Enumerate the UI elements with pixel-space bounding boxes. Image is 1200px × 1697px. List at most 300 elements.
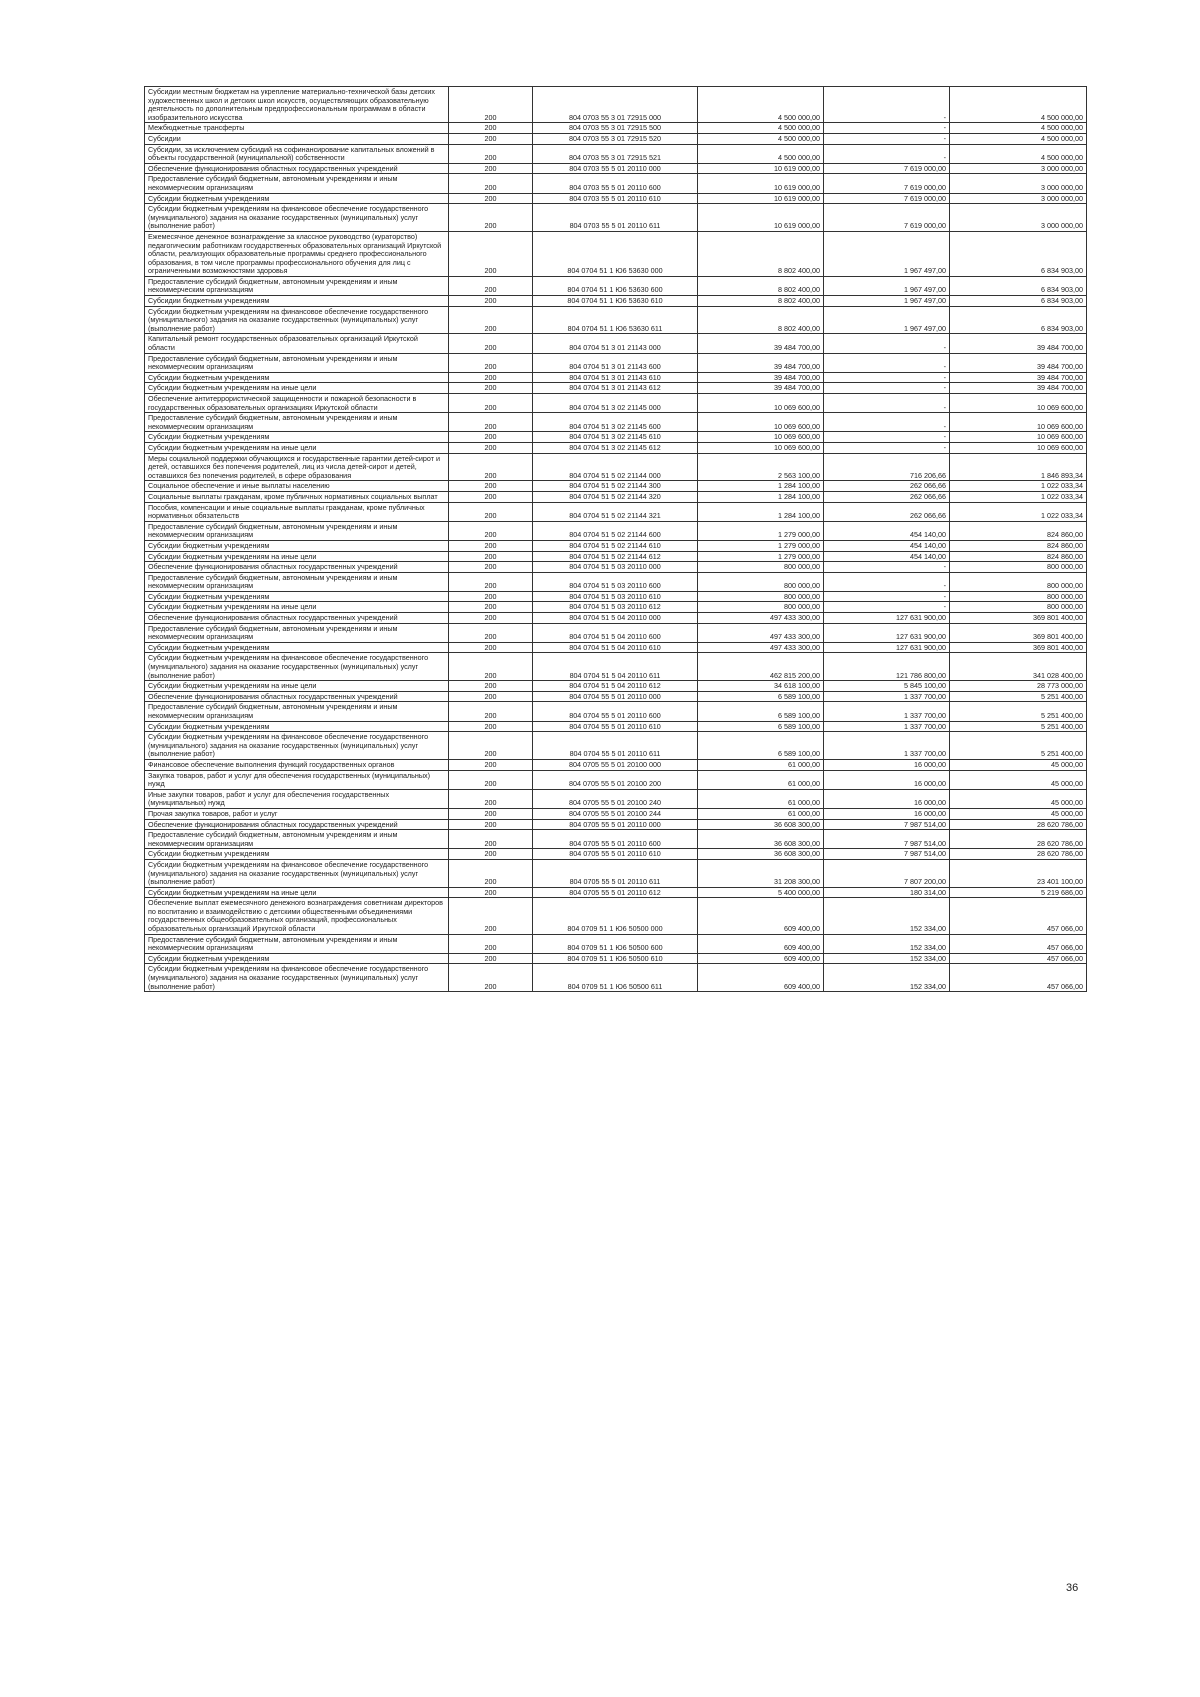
row-kbk: 804 0704 51 5 04 20110 612 [533, 681, 698, 692]
row-remaining-value: 369 801 400,00 [950, 613, 1087, 624]
row-name: Социальные выплаты гражданам, кроме публичных нормативных социальных выплат [145, 491, 449, 502]
row-code: 200 [449, 174, 533, 193]
row-kbk: 804 0703 55 5 01 20110 000 [533, 163, 698, 174]
row-assigned-value: 10 069 600,00 [698, 413, 824, 432]
row-executed-value: 262 066,66 [824, 502, 950, 521]
table-row [145, 789, 1087, 808]
row-executed-value: 7 987 514,00 [824, 830, 950, 849]
table-row [145, 591, 1087, 602]
row-assigned-value: 5 400 000,00 [698, 887, 824, 898]
row-name: Субсидии бюджетным учреждениям на иные цели [145, 383, 449, 394]
row-assigned-value: 497 433 300,00 [698, 613, 824, 624]
row-executed-value: - [824, 123, 950, 134]
row-kbk: 804 0704 51 5 02 21144 610 [533, 540, 698, 551]
row-kbk: 804 0704 51 5 02 21144 000 [533, 453, 698, 481]
table-row [145, 691, 1087, 702]
row-assigned-value: 8 802 400,00 [698, 296, 824, 307]
row-remaining-value: 28 773 000,00 [950, 681, 1087, 692]
row-assigned-value: 2 563 100,00 [698, 453, 824, 481]
row-name: Капитальный ремонт государственных образовательных организаций Иркутской области [145, 334, 449, 353]
table-row [145, 808, 1087, 819]
row-remaining-value: 28 620 786,00 [950, 849, 1087, 860]
row-kbk: 804 0704 51 3 02 21145 600 [533, 413, 698, 432]
row-name: Обеспечение функционирования областных государственных учреждений [145, 613, 449, 624]
row-remaining-value: 10 069 600,00 [950, 442, 1087, 453]
row-executed-value: - [824, 413, 950, 432]
row-remaining-value: 824 860,00 [950, 521, 1087, 540]
row-executed-value: 1 337 700,00 [824, 691, 950, 702]
row-assigned-value: 6 589 100,00 [698, 732, 824, 760]
row-assigned-value: 36 608 300,00 [698, 849, 824, 860]
row-name: Ежемесячное денежное вознаграждение за классное руководство (кураторство) педагогическим работникам государственных образовательных организаций Иркутской области, реализующих образовательные программы среднего профессионального образования, в том числе программы профессионального обучения для лиц с ограниченными возможностями здоровья [145, 231, 449, 276]
row-kbk: 804 0705 55 5 01 20100 200 [533, 770, 698, 789]
row-name: Пособия, компенсации и иные социальные выплаты гражданам, кроме публичных нормативных обязательств [145, 502, 449, 521]
row-name: Субсидии бюджетным учреждениям на финансовое обеспечение государственного (муниципального) задания на оказание государственных (муниципальных) услуг (выполнение работ) [145, 964, 449, 992]
row-kbk: 804 0704 51 5 02 21144 612 [533, 551, 698, 562]
row-assigned-value: 10 619 000,00 [698, 204, 824, 232]
table-row [145, 163, 1087, 174]
row-assigned-value: 4 500 000,00 [698, 87, 824, 123]
table-row [145, 334, 1087, 353]
row-remaining-value: 10 069 600,00 [950, 413, 1087, 432]
row-code: 200 [449, 602, 533, 613]
row-assigned-value: 61 000,00 [698, 759, 824, 770]
row-executed-value: 121 786 800,00 [824, 653, 950, 681]
row-kbk: 804 0705 55 5 01 20110 610 [533, 849, 698, 860]
row-code: 200 [449, 887, 533, 898]
table-row [145, 642, 1087, 653]
row-name: Предоставление субсидий бюджетным, автономным учреждениям и иным некоммерческим организациям [145, 521, 449, 540]
row-assigned-value: 6 589 100,00 [698, 691, 824, 702]
row-executed-value: 180 314,00 [824, 887, 950, 898]
row-code: 200 [449, 193, 533, 204]
row-code: 200 [449, 591, 533, 602]
row-remaining-value: 341 028 400,00 [950, 653, 1087, 681]
row-executed-value: 127 631 900,00 [824, 613, 950, 624]
row-executed-value: 16 000,00 [824, 759, 950, 770]
row-remaining-value: 39 484 700,00 [950, 353, 1087, 372]
row-code: 200 [449, 681, 533, 692]
row-remaining-value: 45 000,00 [950, 770, 1087, 789]
row-code: 200 [449, 819, 533, 830]
row-executed-value: - [824, 87, 950, 123]
row-assigned-value: 61 000,00 [698, 789, 824, 808]
row-name: Субсидии бюджетным учреждениям на иные цели [145, 887, 449, 898]
row-name: Субсидии бюджетным учреждениям [145, 193, 449, 204]
row-kbk: 804 0704 51 3 01 21143 612 [533, 383, 698, 394]
row-kbk: 804 0704 51 5 02 21144 321 [533, 502, 698, 521]
row-name: Субсидии бюджетным учреждениям на финансовое обеспечение государственного (муниципального) задания на оказание государственных (муниципальных) услуг (выполнение работ) [145, 306, 449, 334]
row-name: Субсидии бюджетным учреждениям на иные цели [145, 442, 449, 453]
row-remaining-value: 800 000,00 [950, 591, 1087, 602]
row-kbk: 804 0704 51 5 03 20110 610 [533, 591, 698, 602]
table-row [145, 193, 1087, 204]
table-row [145, 204, 1087, 232]
row-name: Субсидии бюджетным учреждениям [145, 953, 449, 964]
row-remaining-value: 5 251 400,00 [950, 721, 1087, 732]
row-code: 200 [449, 144, 533, 163]
row-name: Предоставление субсидий бюджетным, автономным учреждениям и иным некоммерческим организациям [145, 830, 449, 849]
row-code: 200 [449, 123, 533, 134]
row-kbk: 804 0709 51 1 Ю6 50500 600 [533, 934, 698, 953]
row-remaining-value: 6 834 903,00 [950, 276, 1087, 295]
row-code: 200 [449, 133, 533, 144]
table-row [145, 372, 1087, 383]
row-assigned-value: 800 000,00 [698, 562, 824, 573]
row-executed-value: - [824, 394, 950, 413]
report-sheet [144, 86, 1086, 992]
row-assigned-value: 4 500 000,00 [698, 123, 824, 134]
row-kbk: 804 0704 51 5 02 21144 600 [533, 521, 698, 540]
row-assigned-value: 609 400,00 [698, 934, 824, 953]
row-executed-value: 262 066,66 [824, 491, 950, 502]
row-name: Субсидии [145, 133, 449, 144]
table-row [145, 413, 1087, 432]
row-assigned-value: 8 802 400,00 [698, 276, 824, 295]
row-kbk: 804 0704 55 5 01 20110 600 [533, 702, 698, 721]
row-assigned-value: 1 284 100,00 [698, 502, 824, 521]
row-assigned-value: 6 589 100,00 [698, 721, 824, 732]
row-name: Субсидии бюджетным учреждениям [145, 372, 449, 383]
table-row [145, 432, 1087, 443]
row-kbk: 804 0704 51 3 01 21143 000 [533, 334, 698, 353]
row-code: 200 [449, 623, 533, 642]
row-remaining-value: 1 022 033,34 [950, 502, 1087, 521]
table-row [145, 491, 1087, 502]
row-kbk: 804 0704 51 3 02 21145 612 [533, 442, 698, 453]
row-executed-value: - [824, 144, 950, 163]
row-assigned-value: 10 069 600,00 [698, 394, 824, 413]
table-row [145, 123, 1087, 134]
row-assigned-value: 36 608 300,00 [698, 819, 824, 830]
table-row [145, 702, 1087, 721]
table-row [145, 721, 1087, 732]
table-row [145, 849, 1087, 860]
row-executed-value: 7 619 000,00 [824, 163, 950, 174]
row-name: Субсидии бюджетным учреждениям [145, 540, 449, 551]
row-name: Субсидии бюджетным учреждениям [145, 721, 449, 732]
table-row [145, 353, 1087, 372]
row-remaining-value: 457 066,00 [950, 898, 1087, 934]
row-remaining-value: 4 500 000,00 [950, 144, 1087, 163]
row-remaining-value: 39 484 700,00 [950, 372, 1087, 383]
row-executed-value: 152 334,00 [824, 934, 950, 953]
table-row [145, 623, 1087, 642]
table-row [145, 653, 1087, 681]
row-remaining-value: 824 860,00 [950, 540, 1087, 551]
row-name: Субсидии бюджетным учреждениям на финансовое обеспечение государственного (муниципального) задания на оказание государственных (муниципальных) услуг (выполнение работ) [145, 204, 449, 232]
row-remaining-value: 369 801 400,00 [950, 623, 1087, 642]
row-kbk: 804 0704 51 3 01 21143 600 [533, 353, 698, 372]
table-row [145, 521, 1087, 540]
row-name: Субсидии бюджетным учреждениям на финансовое обеспечение государственного (муниципального) задания на оказание государственных (муниципальных) услуг (выполнение работ) [145, 859, 449, 887]
row-code: 200 [449, 953, 533, 964]
row-assigned-value: 10 069 600,00 [698, 432, 824, 443]
row-executed-value: 7 619 000,00 [824, 174, 950, 193]
row-executed-value: 16 000,00 [824, 808, 950, 819]
row-executed-value: 7 619 000,00 [824, 204, 950, 232]
row-name: Иные закупки товаров, работ и услуг для обеспечения государственных (муниципальных) нужд [145, 789, 449, 808]
row-code: 200 [449, 934, 533, 953]
row-remaining-value: 5 219 686,00 [950, 887, 1087, 898]
row-remaining-value: 39 484 700,00 [950, 334, 1087, 353]
row-assigned-value: 497 433 300,00 [698, 623, 824, 642]
row-name: Межбюджетные трансферты [145, 123, 449, 134]
table-row [145, 572, 1087, 591]
row-executed-value: - [824, 562, 950, 573]
row-code: 200 [449, 653, 533, 681]
row-kbk: 804 0704 51 3 01 21143 610 [533, 372, 698, 383]
row-assigned-value: 6 589 100,00 [698, 702, 824, 721]
row-executed-value: 716 206,66 [824, 453, 950, 481]
row-remaining-value: 23 401 100,00 [950, 859, 1087, 887]
row-name: Обеспечение антитеррористической защищенности и пожарной безопасности в государственных образовательных организациях Иркутской области [145, 394, 449, 413]
row-code: 200 [449, 481, 533, 492]
row-code: 200 [449, 732, 533, 760]
row-executed-value: - [824, 133, 950, 144]
row-executed-value: 7 807 200,00 [824, 859, 950, 887]
row-kbk: 804 0704 51 1 Ю6 53630 611 [533, 306, 698, 334]
row-assigned-value: 34 618 100,00 [698, 681, 824, 692]
row-kbk: 804 0709 51 1 Ю6 50500 611 [533, 964, 698, 992]
row-assigned-value: 61 000,00 [698, 770, 824, 789]
row-name: Субсидии бюджетным учреждениям [145, 432, 449, 443]
row-executed-value: 127 631 900,00 [824, 642, 950, 653]
row-code: 200 [449, 353, 533, 372]
row-remaining-value: 1 022 033,34 [950, 481, 1087, 492]
row-assigned-value: 10 619 000,00 [698, 193, 824, 204]
row-name: Субсидии бюджетным учреждениям на финансовое обеспечение государственного (муниципального) задания на оказание государственных (муниципальных) услуг (выполнение работ) [145, 653, 449, 681]
row-kbk: 804 0705 55 5 01 20110 000 [533, 819, 698, 830]
row-executed-value: 7 987 514,00 [824, 849, 950, 860]
row-executed-value: 454 140,00 [824, 551, 950, 562]
row-remaining-value: 1 022 033,34 [950, 491, 1087, 502]
row-executed-value: 1 337 700,00 [824, 721, 950, 732]
row-assigned-value: 39 484 700,00 [698, 383, 824, 394]
row-name: Обеспечение функционирования областных государственных учреждений [145, 691, 449, 702]
row-remaining-value: 3 000 000,00 [950, 163, 1087, 174]
row-kbk: 804 0704 55 5 01 20110 611 [533, 732, 698, 760]
row-remaining-value: 457 066,00 [950, 934, 1087, 953]
row-executed-value: - [824, 432, 950, 443]
row-remaining-value: 10 069 600,00 [950, 394, 1087, 413]
table-row [145, 383, 1087, 394]
row-kbk: 804 0705 55 5 01 20110 600 [533, 830, 698, 849]
row-executed-value: 16 000,00 [824, 770, 950, 789]
row-remaining-value: 45 000,00 [950, 759, 1087, 770]
table-row [145, 442, 1087, 453]
row-kbk: 804 0704 51 5 03 20110 612 [533, 602, 698, 613]
row-remaining-value: 4 500 000,00 [950, 123, 1087, 134]
row-code: 200 [449, 413, 533, 432]
table-row [145, 859, 1087, 887]
table-row [145, 306, 1087, 334]
row-kbk: 804 0705 55 5 01 20100 240 [533, 789, 698, 808]
row-executed-value: 5 845 100,00 [824, 681, 950, 692]
row-assigned-value: 1 279 000,00 [698, 540, 824, 551]
table-row [145, 602, 1087, 613]
table-row [145, 681, 1087, 692]
row-name: Прочая закупка товаров, работ и услуг [145, 808, 449, 819]
row-code: 200 [449, 521, 533, 540]
row-kbk: 804 0704 55 5 01 20110 000 [533, 691, 698, 702]
row-code: 200 [449, 453, 533, 481]
row-assigned-value: 1 279 000,00 [698, 521, 824, 540]
row-code: 200 [449, 491, 533, 502]
table-row [145, 231, 1087, 276]
row-remaining-value: 45 000,00 [950, 808, 1087, 819]
row-kbk: 804 0704 51 3 02 21145 000 [533, 394, 698, 413]
row-assigned-value: 39 484 700,00 [698, 334, 824, 353]
row-kbk: 804 0705 55 5 01 20100 244 [533, 808, 698, 819]
row-assigned-value: 36 608 300,00 [698, 830, 824, 849]
row-executed-value: 152 334,00 [824, 898, 950, 934]
row-assigned-value: 462 815 200,00 [698, 653, 824, 681]
row-code: 200 [449, 613, 533, 624]
row-code: 200 [449, 702, 533, 721]
table-row [145, 562, 1087, 573]
table-row [145, 551, 1087, 562]
row-executed-value: - [824, 572, 950, 591]
row-name: Субсидии бюджетным учреждениям [145, 849, 449, 860]
row-code: 200 [449, 964, 533, 992]
row-assigned-value: 10 069 600,00 [698, 442, 824, 453]
row-kbk: 804 0704 51 5 04 20110 600 [533, 623, 698, 642]
row-executed-value: - [824, 334, 950, 353]
row-executed-value: - [824, 383, 950, 394]
row-kbk: 804 0704 51 3 02 21145 610 [533, 432, 698, 443]
row-executed-value: - [824, 353, 950, 372]
row-executed-value: 454 140,00 [824, 521, 950, 540]
row-code: 200 [449, 540, 533, 551]
table-row [145, 887, 1087, 898]
row-name: Субсидии бюджетным учреждениям [145, 296, 449, 307]
row-code: 200 [449, 306, 533, 334]
row-code: 200 [449, 432, 533, 443]
row-code: 200 [449, 87, 533, 123]
budget-table [144, 86, 1087, 992]
row-assigned-value: 4 500 000,00 [698, 144, 824, 163]
row-assigned-value: 61 000,00 [698, 808, 824, 819]
row-kbk: 804 0704 51 5 03 20110 600 [533, 572, 698, 591]
row-executed-value: 152 334,00 [824, 964, 950, 992]
row-name: Субсидии бюджетным учреждениям [145, 642, 449, 653]
row-code: 200 [449, 204, 533, 232]
row-assigned-value: 1 284 100,00 [698, 481, 824, 492]
row-name: Обеспечение функционирования областных государственных учреждений [145, 819, 449, 830]
row-assigned-value: 497 433 300,00 [698, 642, 824, 653]
table-row [145, 453, 1087, 481]
row-code: 200 [449, 551, 533, 562]
row-remaining-value: 10 069 600,00 [950, 432, 1087, 443]
row-name: Субсидии бюджетным учреждениям на финансовое обеспечение государственного (муниципального) задания на оказание государственных (муниципальных) услуг (выполнение работ) [145, 732, 449, 760]
row-kbk: 804 0709 51 1 Ю6 50500 000 [533, 898, 698, 934]
row-executed-value: 127 631 900,00 [824, 623, 950, 642]
row-kbk: 804 0703 55 3 01 72915 500 [533, 123, 698, 134]
row-remaining-value: 800 000,00 [950, 562, 1087, 573]
table-row [145, 759, 1087, 770]
row-kbk: 804 0703 55 5 01 20110 600 [533, 174, 698, 193]
row-remaining-value: 4 500 000,00 [950, 133, 1087, 144]
row-code: 200 [449, 334, 533, 353]
row-kbk: 804 0704 51 1 Ю6 53630 600 [533, 276, 698, 295]
row-name: Закупка товаров, работ и услуг для обеспечения государственных (муниципальных) нужд [145, 770, 449, 789]
row-code: 200 [449, 808, 533, 819]
row-name: Обеспечение функционирования областных государственных учреждений [145, 562, 449, 573]
row-name: Предоставление субсидий бюджетным, автономным учреждениям и иным некоммерческим организациям [145, 572, 449, 591]
row-executed-value: 1 967 497,00 [824, 276, 950, 295]
row-code: 200 [449, 502, 533, 521]
row-executed-value: 1 967 497,00 [824, 296, 950, 307]
row-executed-value: 152 334,00 [824, 953, 950, 964]
row-code: 200 [449, 759, 533, 770]
row-kbk: 804 0703 55 5 01 20110 610 [533, 193, 698, 204]
row-remaining-value: 39 484 700,00 [950, 383, 1087, 394]
row-remaining-value: 6 834 903,00 [950, 306, 1087, 334]
row-code: 200 [449, 383, 533, 394]
row-remaining-value: 3 000 000,00 [950, 174, 1087, 193]
row-name: Субсидии местным бюджетам на укрепление материально-технической базы детских художественных школ и детских школ искусств, осуществляющих образовательную деятельность по дополнительным предпрофессиональным программам в области изобразительного искусства [145, 87, 449, 123]
row-code: 200 [449, 859, 533, 887]
row-kbk: 804 0709 51 1 Ю6 50500 610 [533, 953, 698, 964]
row-code: 200 [449, 231, 533, 276]
table-row [145, 898, 1087, 934]
row-name: Предоставление субсидий бюджетным, автономным учреждениям и иным некоммерческим организациям [145, 623, 449, 642]
row-remaining-value: 800 000,00 [950, 572, 1087, 591]
row-remaining-value: 5 251 400,00 [950, 732, 1087, 760]
row-assigned-value: 10 619 000,00 [698, 163, 824, 174]
row-kbk: 804 0704 55 5 01 20110 610 [533, 721, 698, 732]
row-code: 200 [449, 830, 533, 849]
row-name: Предоставление субсидий бюджетным, автономным учреждениям и иным некоммерческим организациям [145, 174, 449, 193]
row-code: 200 [449, 721, 533, 732]
row-name: Обеспечение функционирования областных государственных учреждений [145, 163, 449, 174]
row-code: 200 [449, 442, 533, 453]
table-row [145, 964, 1087, 992]
table-row [145, 613, 1087, 624]
row-executed-value: 1 337 700,00 [824, 702, 950, 721]
row-executed-value: - [824, 602, 950, 613]
row-code: 200 [449, 849, 533, 860]
table-row [145, 87, 1087, 123]
row-remaining-value: 5 251 400,00 [950, 702, 1087, 721]
row-remaining-value: 457 066,00 [950, 964, 1087, 992]
row-kbk: 804 0703 55 3 01 72915 520 [533, 133, 698, 144]
row-code: 200 [449, 562, 533, 573]
row-name: Меры социальной поддержки обучающихся и государственные гарантии детей-сирот и детей, оставшихся без попечения родителей, лиц из числа детей-сирот и детей, оставшихся без попечения родителей, в сфере образования [145, 453, 449, 481]
row-name: Субсидии бюджетным учреждениям [145, 591, 449, 602]
row-remaining-value: 369 801 400,00 [950, 642, 1087, 653]
row-assigned-value: 10 619 000,00 [698, 174, 824, 193]
row-kbk: 804 0703 55 3 01 72915 000 [533, 87, 698, 123]
row-kbk: 804 0705 55 5 01 20110 611 [533, 859, 698, 887]
row-assigned-value: 39 484 700,00 [698, 372, 824, 383]
row-assigned-value: 609 400,00 [698, 898, 824, 934]
row-assigned-value: 8 802 400,00 [698, 231, 824, 276]
row-executed-value: 16 000,00 [824, 789, 950, 808]
page-number: 36 [1066, 1582, 1079, 1594]
row-name: Предоставление субсидий бюджетным, автономным учреждениям и иным некоммерческим организациям [145, 702, 449, 721]
table-row [145, 540, 1087, 551]
row-name: Субсидии бюджетным учреждениям на иные цели [145, 681, 449, 692]
row-kbk: 804 0704 51 5 04 20110 610 [533, 642, 698, 653]
table-row [145, 953, 1087, 964]
row-remaining-value: 3 000 000,00 [950, 204, 1087, 232]
row-name: Финансовое обеспечение выполнения функций государственных органов [145, 759, 449, 770]
row-remaining-value: 3 000 000,00 [950, 193, 1087, 204]
row-remaining-value: 6 834 903,00 [950, 231, 1087, 276]
row-name: Предоставление субсидий бюджетным, автономным учреждениям и иным некоммерческим организациям [145, 276, 449, 295]
